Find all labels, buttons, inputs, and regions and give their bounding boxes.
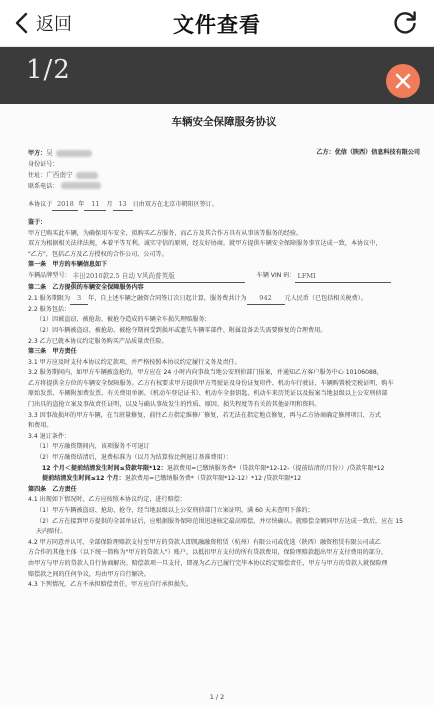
intro-heading: 鉴于： xyxy=(28,218,47,226)
address-row xyxy=(28,170,420,182)
year-unit: 年 xyxy=(78,201,85,209)
section-1-heading: 第一条 甲方的车辆信息如下 xyxy=(28,261,108,269)
contact-row xyxy=(28,182,420,193)
close-button[interactable] xyxy=(386,64,420,98)
clause-4-2-line: 方合作的其他主体（以下统一简称为"甲方的贷款人"）账户，以抵扣甲方支付的所有贷款费用，保险理赔款超出甲方支付费用的部分， xyxy=(28,549,388,557)
signing-prefix: 本协议于 xyxy=(28,201,53,209)
clause-2-2: 2.2 服务包括： xyxy=(28,305,71,313)
party-a-value: 吴 xyxy=(46,149,53,157)
clause-2-3: 2.3 乙方已就本协议约定服务购买产品质量责任险。 xyxy=(28,337,168,345)
intro-line: 甲方已购买此车辆，为确保用车安全，拟购买乙方服务，而乙方及其合作方具有从事该等服务的经验。 xyxy=(28,229,303,237)
list-item: 天内赔付。 xyxy=(36,528,67,536)
clause-text: 元人民币（已包括相关税费）。 xyxy=(284,295,367,303)
page-number: 1 / 2 xyxy=(209,693,225,701)
list-item: （1）甲方车辆被盗窃、抢劫、抢夺，经当地县级以上公安刑侦部门立案证明，满 60 天未查明下落的； xyxy=(36,507,314,514)
party-row xyxy=(28,148,420,160)
clause-text: 年，自上述车辆之融资合同签订次日起计算，服务费共计为 xyxy=(88,295,247,303)
contact-label: 联系电话： xyxy=(28,182,59,190)
agreement-document xyxy=(28,114,420,591)
section-4-heading: 第四条 乙方责任 xyxy=(28,485,77,493)
page-title: 文件查看 xyxy=(173,13,261,37)
document-title: 车辆安全保障服务协议 xyxy=(171,116,277,128)
clause-3-4: 3.4 退订条件： xyxy=(28,432,71,440)
section-3-heading: 第三条 甲方责任 xyxy=(28,348,77,356)
clause-2-1 xyxy=(28,293,420,305)
clause-4-3: 4.3 下列情况，乙方不承担赔偿责任，甲方应自行承担损失。 xyxy=(28,581,192,589)
clause-3-1: 3.1 甲方应及时支付本协议约定款项，并严格按照本协议约定履行义务及责任。 xyxy=(28,358,241,366)
clause-4-2-line: 由甲方与甲方的贷款人自行协商解决。赔偿款项一旦支付，即视为乙方已履行完毕本协议约定赔偿责任，甲方与甲方的贷款人就保险理 xyxy=(28,559,388,567)
intro-line: 双方为根据相关法律法规，本着平等互利、诚实守信的原则，经友好协商，就甲方提供车辆安全保障服务事宜达成一致，本协议中， xyxy=(28,240,382,248)
document-page[interactable] xyxy=(0,104,434,707)
service-fee: 942 xyxy=(247,293,285,305)
clause-3-2-line: 原始发票、车辆附加费发票、有关费用单据、《机动车登记证书》、机动车全套钥匙、机动车来历凭证以及报案当地县级以上公安刑侦部 xyxy=(28,390,388,398)
signing-day: 13 xyxy=(113,199,133,211)
list-item: （2）甲方融资结清后，退费标准为（以月为结算按比例退订基准费用）： xyxy=(36,454,232,462)
party-a-label: 甲方： xyxy=(28,150,47,157)
brand-value: 丰田2010款2.5 自动 V风尚普英版 xyxy=(71,271,245,283)
section-2-heading: 第二条 乙方提供的车辆安全保障服务内容 xyxy=(28,283,144,291)
formula-condition: 提前结清发生时间≤12 个月： xyxy=(42,475,125,483)
list-item: （2）乙方在接到甲方提供的全部单证后，应根据服务保障范围迅速核定最高赔偿，并尽快确认。就赔偿金额同甲方达成一致后，应在 15 xyxy=(36,517,404,525)
clause-4-2-line: 4.2 甲方同意并认可，全部保险理赔款支付至甲方的贷款人即凯融融资租赁（杭州）有限公司或优选（陕西）融资租赁有限公司或乙 xyxy=(28,538,381,546)
clause-4-2-line: 赔偿款之间的任何争议，均由甲方自行解决。 xyxy=(28,570,150,578)
top-nav-bar xyxy=(0,0,434,47)
signing-date-line xyxy=(28,199,420,211)
refresh-icon[interactable] xyxy=(392,10,418,36)
signing-month: 11 xyxy=(84,199,106,211)
vin-label: 车辆 VIN 码： xyxy=(256,271,296,279)
vehicle-info-row xyxy=(28,271,420,283)
page-indicator: 1/2 xyxy=(26,55,71,85)
list-item: （1）因被盗窃、被抢劫、被抢夺造成的车辆全车损失理赔服务； xyxy=(36,316,211,324)
vin-value: LFMI xyxy=(295,271,391,283)
party-b-label: 乙方： xyxy=(316,149,335,156)
redaction xyxy=(76,172,98,179)
formula-condition: 12 个月＜提前结清发生时间≤贷款年限*12： xyxy=(42,464,167,472)
party-b-value: 优信（陕西）信息科技有限公司 xyxy=(334,149,420,156)
month-unit: 月 xyxy=(106,201,113,209)
refund-formula-2 xyxy=(28,474,420,485)
redaction xyxy=(56,150,92,157)
clause-4-1: 4.1 出现如下情况时，乙方应按照本协议约定，进行赔偿： xyxy=(28,496,186,504)
service-years: 3 xyxy=(70,293,88,305)
signing-suffix: 日由双方在北京市朝阳区签订。 xyxy=(132,201,218,209)
refund-formula-1 xyxy=(28,464,420,475)
clause-3-2-line: 乙方将提供全方位的车辆安全保障服务。乙方有权要求甲方提供甲方驾驶证及身份证复印件、机动车行驶证、车辆购置税完税证明、购车 xyxy=(28,379,394,387)
clause-3-2-line: 门出具的盗抢立案及事故责任证明，以及与确认事故发生的性质、原因、损失程度等有关的其他证明和资料。 xyxy=(28,401,321,409)
formula-text: 退款费用=已缴纳服务费*（贷款年限*12-12）*12 /贷款年限*12 xyxy=(124,475,302,483)
back-label: 返回 xyxy=(36,14,72,35)
clause-3-3-line: 3.3 因事故损坏的甲方车辆，在当班量修复，前往乙方指定维修厂修复，若无法在指定地点修复，再与乙方协商确定修理项目、方式 xyxy=(28,411,381,419)
list-item: （1）甲方融资期间内，该项服务不可退订 xyxy=(36,443,150,451)
close-icon xyxy=(395,73,411,89)
clause-3-3-line: 和费用。 xyxy=(28,422,53,430)
id-row xyxy=(28,160,420,171)
formula-text: 退款费用=已缴纳服务费*（贷款年限*12-12-（提前结清的月份））/贷款年限*12 xyxy=(166,464,385,472)
clause-3-2-line: 3.2 服务期间内，如甲方车辆被盗抢的，甲方应在 24 小时内向事故当地公安刑侦部门报案，并通知乙方客户服务中心 10106088， xyxy=(28,369,383,377)
address-value: 广西南宁 xyxy=(46,171,73,180)
intro-line: "乙方"，包括乙方及乙方授权的合作公司、公司等。 xyxy=(28,250,168,258)
list-item: （2）因车辆被盗窃、被抢劫、被抢夺期间受到损坏或遗失车辆零部件、附属设备丢失需要修复的合理费用。 xyxy=(36,326,327,334)
address-label: 住址： xyxy=(28,172,47,180)
signing-year: 2018 xyxy=(52,199,78,211)
id-label: 身份证号： xyxy=(28,160,59,168)
clause-text: 2.1 服务期限为 xyxy=(28,295,71,303)
brand-label: 车辆品牌型号： xyxy=(28,271,71,279)
redaction xyxy=(61,182,101,189)
